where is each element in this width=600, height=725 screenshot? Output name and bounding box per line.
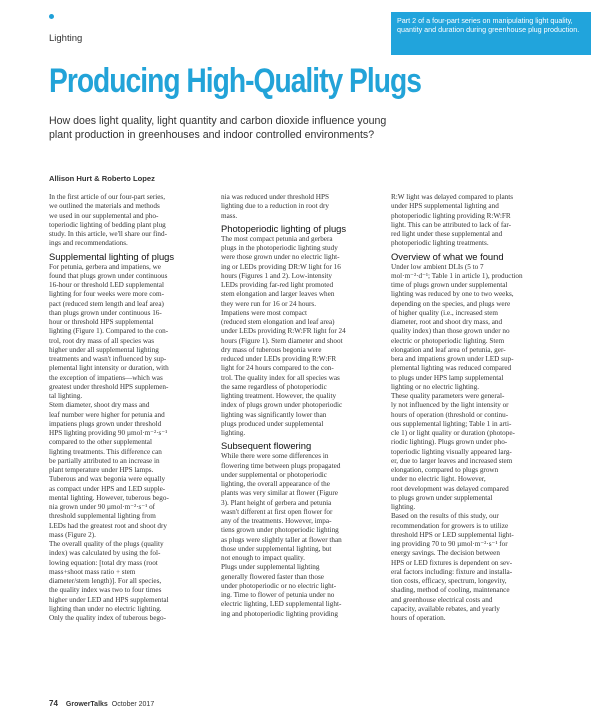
subhead: Photoperiodic lighting of plugs [221,222,347,234]
paragraph: For petunia, gerbera and impatiens, we found that plugs grown under continuous 16-hour or threshold LED supplemental lighting for four weeks were more com- pact (reduced stem length and leaf area) than plugs grown under continuous 16- hour or threshold HPS supplemental lighting (Figure 1). Compared to the con- trol, root dry mass of all species was higher under all supplemental lighting treatments and wasn't influenced by sup- plemental light intensity or duration, with the exception of impatiens—which was greatest under threshold HPS supplemen- tal lighting. [49,262,169,400]
section-bullet-icon [49,14,54,19]
paragraph: The overall quality of the plugs (quality index) was calculated by using the fol- lowing equation: [total dry mass (root mass+shoot mass ratio + stem diameter/stem length)]. For all species, the quality index was two to four times higher under LED and HPS supplemental lighting than under no electric lighting. Only the quality index of tuberous bego- [49,540,169,622]
paragraph: Plugs under supplemental lighting generally flowered faster than those under photoperiodic or no electric light- ing. Time to flower of petunia under no electric lighting, LED supplemental light- ing and photoperiodic lighting providing [221,563,342,618]
article-deck: How does light quality, light quantity and carbon dioxide influence young plant production in greenhouses and indoor controlled environments? [49,115,387,141]
subhead: Subsequent flowering [221,440,312,452]
paragraph: These quality parameters were general- ly not influenced by the light intensity or hours of operation (threshold or continu- ous supplemental lighting; Table 1 in arti- cle 1) or light quality or duration (photope- riodic lighting). Plugs grown under pho- toperiodic lighting visually appeared larg- er, due to larger leaves and increased stem elongation, compared to plugs grown under no electric light. However, root development was delayed compared to plugs grown under supplemental lighting. [391,392,515,511]
paragraph: In the first article of our four-part series, we outlined the materials and methods we used in our supplemental and pho- toperiodic lighting of bedding plant plug study. In this article, we'll share our find- ings and recommendations. [49,193,167,248]
paragraph: nia was reduced under threshold HPS lighting due to a reduction in root dry mass. [221,193,329,220]
paragraph: Stem diameter, shoot dry mass and leaf number were higher for petunia and impatiens plugs grown under threshold HPS lighting providing 90 µmol·m⁻²·s⁻¹ compared to the other supplemental lighting treatments. This difference can be partially attributed to an increase in plant temperature under HPS lamps. Tuberous and wax begonia were equally as compact under HPS and LED supple- mental lighting. However, tuberous bego- nia grown under 90 µmol·m⁻²·s⁻¹ of threshold supplemental lighting from LEDs had the greatest root and shoot dry mass (Figure 2). [49,401,169,539]
page-number: 74 [49,699,58,708]
subhead: Supplemental lighting of plugs [49,250,175,262]
page-footer [49,699,154,708]
article-byline: Allison Hurt & Roberto Lopez [49,174,155,183]
paragraph: Based on the results of this study, our recommendation for growers is to utilize threshold HPS or LED supplemental light- ing providing 70 to 90 µmol·m⁻²·s⁻¹ for energy savings. The decision between HPS or LED fixtures is dependent on sev- eral factors including: fixture and installa- tion costs, efficacy, spectrum, longevity, shading, method of cooling, maintenance and greenhouse electrical costs and capacity, available rebates, and yearly hours of operation. [391,512,514,622]
body-column-3 [391,193,551,623]
body-column-2 [221,193,381,619]
series-note-box: Part 2 of a four-part series on manipulating light quality, quantity and duration during greenhouse plug production. [391,12,591,55]
body-column-1 [49,193,209,623]
paragraph: The most compact petunia and gerbera plugs in the photoperiodic lighting study were those grown under no electric light- ing or LEDs providing DR:W light for 16 hours (Figures 1 and 2). Low-intensity LEDs providing far-red light promoted stem elongation and larger leaves when they were run for 16 or 24 hours. [221,234,341,308]
paragraph: R:W light was delayed compared to plants under HPS supplemental lighting and photoperiodic lighting providing R:W:FR light. This can be attributed to lack of far- red light under these supplemental and photoperiodic lighting treatments. [391,193,514,248]
issue-date: October 2017 [111,701,155,708]
paragraph: Under low ambient DLIs (5 to 7 mol·m⁻²·d⁻¹; Table 1 in article 1), production time of plugs grown under supplemental lighting was reduced by one to two weeks, depending on the species, and plugs were of higher quality (i.e., increased stem diameter, root and shoot dry mass, and quality index) than those grown under no electric or photoperiodic lighting. Stem elongation and leaf area of petunia, ger- bera and impatiens grown under LED sup- plemental lighting was reduced compared to plugs under HPS lamp supplemental lighting or no electric lighting. [391,262,523,391]
magazine-name: GrowerTalks [65,701,108,708]
paragraph: Impatiens were most compact (reduced stem elongation and leaf area) under LEDs providing R:W:FR light for 24 hours (Figure 1). Stem diameter and shoot dry mass of tuberous begonia were reduced under LEDs providing R:W:FR light for 24 hours compared to the con- trol. The quality index for all species was the same regardless of photoperiodic lighting treatment. However, the quality index of plugs grown under photoperiodic lighting was significantly lower than plugs produced under supplemental lighting. [221,308,346,437]
section-label: Lighting [49,33,83,44]
subhead: Overview of what we found [391,250,504,262]
paragraph: While there were some differences in flowering time between plugs propagated under supplemental or photoperiodic lighting, the overall appearance of the plants was very similar at flower (Figure 3). Plant height of gerbera and petunia wasn't different at first open flower for any of the treatments. However, impa- tiens grown under photoperiodic lighting as plugs were slightly taller at flower than those under supplemental lighting, but not enough to impact quality. [221,452,342,562]
article-title: Producing High-Quality Plugs [49,62,421,100]
